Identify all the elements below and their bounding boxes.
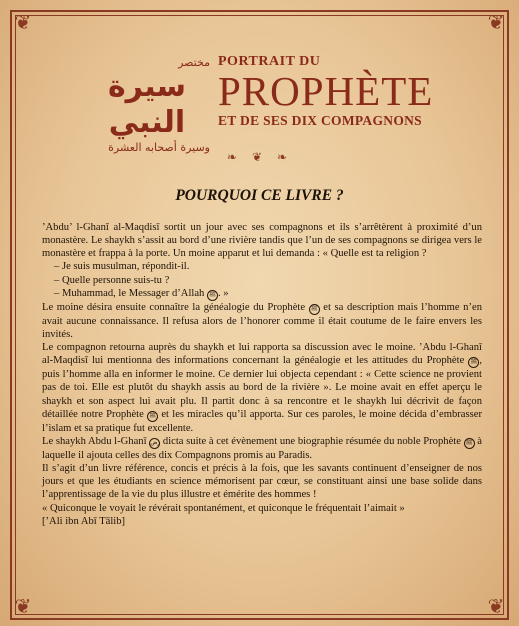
dialog-line: – Je suis musulman, répondit-il. (54, 261, 190, 273)
quote: « Quiconque le voyait le révérait spontanément, et quiconque le fréquentait l’aimait » (42, 502, 405, 514)
honorific-seal-icon: ﷺ (468, 357, 479, 368)
paragraph: Le moine désira ensuite connaître la généalogie du Prophète ﷺ et sa description mais l’homme n’en avait aucune connaissance. Il refusa alors de l’honorer comme il était coutume de le faire envers les invités. (42, 301, 482, 340)
title-small: PORTRAIT DU (218, 54, 321, 69)
paragraph: Le shaykh Abdu l-Ghanī رض dicta suite à cet évènement une biographie résumée du noble Prophète ﷺ à laquelle il ajouta celles des dix Compagnons promis au Paradis. (42, 435, 482, 461)
decorative-divider-icon: ❧ ❦ ❧ (226, 150, 294, 164)
title-subtitle: ET DE SES DIX COMPAGNONS (218, 113, 422, 128)
section-title: POURQUOI CE LIVRE ? (175, 187, 344, 204)
corner-ornament-icon: ❦ (14, 12, 32, 34)
paragraph: ’Abdu’ l-Ghanī al-Maqdisī sortit un jour avec ses compagnons et ils s’arrêtèrent à proximité d’un monastère. Le shaykh s’assit au bord d’une rivière tandis que l’un de ses compagnons se dirigea vers le monastère et frappa à la porte. Un moine apparut et lui demanda : « Quelle est ta religion ? (42, 222, 482, 260)
paragraph: Le compagnon retourna auprès du shaykh et lui rapporta sa discussion avec le moine. ’Abdu l-Ghanī al-Maqdisī lui mentionna des informations concernant la généalogie et les attitudes du Prophète ﷺ , puis l’homme alla en informer le moine. Ce dernier lui objecta cependant : « Cette science ne provient pas de toi. Elle est plutôt du shaykh assis au bord de la rivière ». Le moine avait en effet aperçu le shaykh et son aspect lui avait plu. Il partit donc à sa rencontre et le shaykh lui décrivit de façon détaillée notre Prophète ﷺ et les miracles qu’il apporta. Sur ces paroles, le moine décida d’embrasser l’islam et sa pratique fut excellente. (42, 342, 482, 434)
honorific-seal-icon: ﷺ (464, 438, 475, 449)
dialog-line: – Muhammad, le Messager d’Allah ﷺ . » (54, 287, 229, 299)
dialog-line: – Quelle personne suis-tu ? (54, 274, 170, 286)
title-main: PROPHÈTE (218, 68, 434, 114)
arabic-title-calligraphy (78, 56, 216, 154)
quote-attribution: [’Ali ibn Abī Tālib] (42, 515, 126, 527)
corner-ornament-icon: ❦ (487, 12, 505, 34)
body-text (42, 221, 482, 528)
french-title-block (218, 54, 448, 130)
honorific-seal-icon: ﷺ (207, 290, 218, 301)
arabic-subtitle: وسيرة أصحابه العشرة (108, 141, 210, 154)
arabic-main-title: سيرة النبي (107, 69, 187, 140)
honorific-seal-icon: ﷺ (147, 411, 158, 422)
corner-ornament-icon: ❦ (14, 596, 32, 618)
paragraph: Il s’agit d’un livre référence, concis et précis à la fois, que les savants continuent d’enseigner de nos jours et que les étudiants en science mémorisent par cœur, se constituant ainsi une base solide dans l’apprentissage de la vie du plus illustre et émérite des hommes ! (42, 463, 482, 501)
book-header (0, 26, 519, 156)
honorific-seal-icon: ﷺ (309, 304, 320, 315)
corner-ornament-icon: ❦ (487, 596, 505, 618)
arabic-small-title: مختصر (178, 56, 210, 69)
honorific-seal-icon: رض (149, 438, 160, 449)
